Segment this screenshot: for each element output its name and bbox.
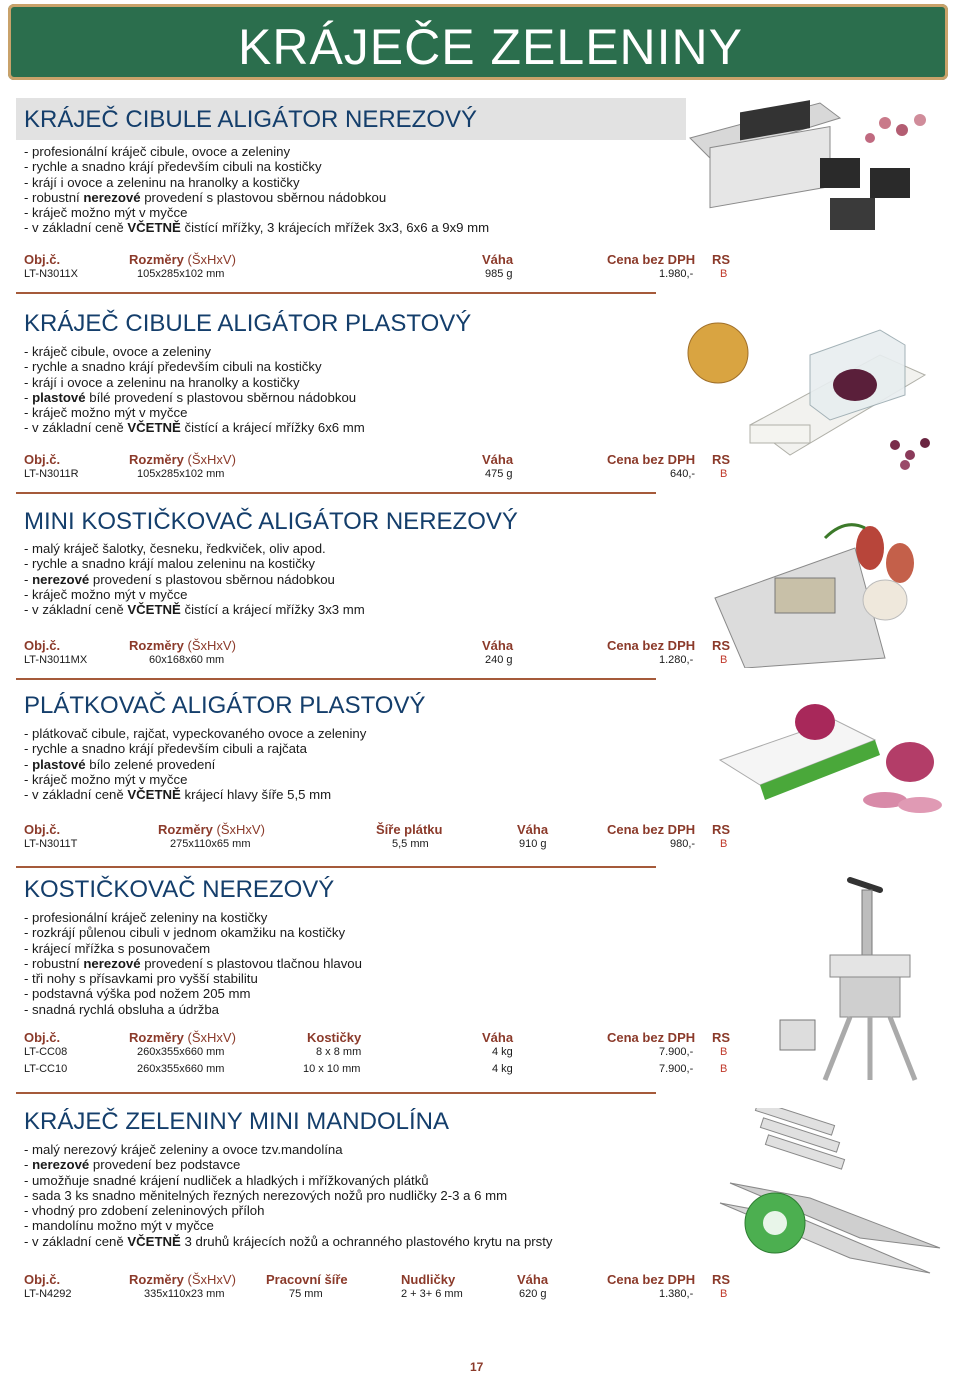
feature-item: - nerezové provedení bez podstavce — [24, 1157, 241, 1173]
cell-weight: 475 g — [485, 468, 513, 480]
cell-dimensions: 260x355x660 mm — [137, 1046, 225, 1058]
feature-item: - kráječ cibule, ovoce a zeleniny — [24, 344, 211, 359]
feature-list — [24, 144, 489, 236]
cell-price: 980,- — [670, 838, 696, 850]
cell-rs: B — [720, 1063, 728, 1075]
cell-slice-width: 5,5 mm — [392, 838, 429, 850]
product-title: PLÁTKOVAČ ALIGÁTOR PLASTOVÝ — [24, 692, 426, 719]
page-title: KRÁJEČE ZELENINY — [238, 19, 744, 75]
feature-item: - profesionální kráječ zeleniny na kostičky — [24, 910, 268, 925]
header-price: Cena bez DPH — [607, 638, 696, 653]
feature-item: - malý kráječ šalotky, česneku, ředkviček, oliv apod. — [24, 541, 326, 556]
feature-item: - rychle a snadno krájí především cibuli a rajčata — [24, 741, 307, 757]
header-julienne: Nudličky — [401, 1272, 456, 1287]
section-divider — [16, 1092, 656, 1094]
feature-item: - v základní ceně VČETNĚ krájecí hlavy šíře 5,5 mm — [24, 787, 332, 803]
header-rs: RS — [712, 822, 731, 837]
header-price: Cena bez DPH — [607, 1030, 696, 1045]
feature-item: - profesionální kráječ cibule, ovoce a zeleniny — [24, 144, 291, 159]
product-title: MINI KOSTIČKOVAČ ALIGÁTOR NEREZOVÝ — [24, 508, 518, 535]
section-divider — [16, 292, 656, 294]
header-order-no: Obj.č. — [24, 822, 61, 837]
cell-weight: 620 g — [519, 1288, 547, 1300]
cell-order-no: LT-CC08 — [24, 1046, 68, 1058]
header-dimensions: Rozměry (ŠxHxV) — [129, 1272, 236, 1287]
cell-rs: B — [720, 268, 728, 280]
header-dimensions: Rozměry (ŠxHxV) — [129, 452, 236, 467]
header-price: Cena bez DPH — [607, 822, 696, 837]
header-slice-width: Šíře plátku — [376, 822, 443, 837]
header-dimensions: Rozměry (ŠxHxV) — [129, 1030, 236, 1045]
page-number: 17 — [470, 1360, 484, 1374]
header-dimensions: Rozměry (ŠxHxV) — [129, 638, 236, 653]
feature-item: - sada 3 ks snadno měnitelných řezných nerezových nožů pro nudličky 2-3 a 6 mm — [24, 1187, 508, 1203]
feature-list — [24, 1142, 553, 1249]
feature-list — [24, 910, 362, 1017]
feature-list — [24, 344, 365, 436]
feature-item: - podstavná výška pod nožem 205 mm — [24, 986, 251, 1002]
header-rs: RS — [712, 1030, 731, 1045]
feature-item: - robustní nerezové provedení s plastovou tlačnou hlavou — [24, 955, 362, 971]
feature-item: - v základní ceně VČETNĚ čistící a krájecí mřížky 3x3 mm — [24, 602, 365, 618]
cell-julienne: 2 + 3+ 6 mm — [401, 1288, 463, 1300]
header-price: Cena bez DPH — [607, 1272, 696, 1287]
header-rs: RS — [712, 638, 731, 653]
cell-price: 7.900,- — [659, 1046, 694, 1058]
cell-weight: 4 kg — [492, 1046, 513, 1058]
feature-list — [24, 541, 365, 617]
cell-dimensions: 275x110x65 mm — [170, 838, 251, 850]
cell-weight: 4 kg — [492, 1063, 513, 1075]
cell-dimensions: 60x168x60 mm — [149, 654, 225, 666]
cell-dimensions: 260x355x660 mm — [137, 1063, 225, 1075]
header-order-no: Obj.č. — [24, 452, 61, 467]
feature-item: - rychle a snadno krájí především cibuli na kostičky — [24, 159, 322, 175]
header-weight: Váha — [482, 638, 514, 653]
header-weight: Váha — [517, 1272, 549, 1287]
feature-item: - krájí i ovoce a zeleninu na hranolky a kostičky — [24, 174, 300, 190]
cell-order-no: LT-N3011X — [24, 268, 79, 280]
cell-price: 1.280,- — [659, 654, 694, 666]
feature-item: - tři nohy s přísavkami pro vyšší stabilitu — [24, 971, 258, 987]
header-rs: RS — [712, 1272, 731, 1287]
vegetable-dicer-steel-image — [770, 875, 940, 1085]
feature-item: - plastové bílo zelené provedení — [24, 756, 216, 772]
header-weight: Váha — [482, 452, 514, 467]
product-title: KOSTIČKOVAČ NEREZOVÝ — [24, 876, 335, 903]
cell-rs: B — [720, 468, 728, 480]
cell-price: 1.380,- — [659, 1288, 694, 1300]
feature-item: - vhodný pro zdobení zeleninových příloh — [24, 1203, 265, 1219]
cell-rs: B — [720, 1288, 728, 1300]
cell-working-width: 75 mm — [289, 1288, 323, 1300]
feature-item: - mandolínu možno mýt v myčce — [24, 1218, 214, 1234]
feature-list — [24, 726, 366, 802]
cell-dimensions: 105x285x102 mm — [137, 268, 225, 280]
cell-rs: B — [720, 1046, 728, 1058]
feature-item: - krájecí mřížka s posunovačem — [24, 940, 211, 956]
feature-item: - malý nerezový kráječ zeleniny a ovoce tzv.mandolína — [24, 1142, 343, 1157]
cell-dimensions: 105x285x102 mm — [137, 468, 225, 480]
header-order-no: Obj.č. — [24, 1030, 61, 1045]
onion-dicer-plastic-image — [680, 315, 940, 475]
feature-item: - rychle a snadno krájí malou zeleninu na kostičky — [24, 556, 316, 572]
cell-order-no: LT-N3011MX — [24, 654, 88, 666]
feature-item: - rychle a snadno krájí především cibuli na kostičky — [24, 359, 322, 375]
feature-item: - rozkrájí půlenou cibuli v jednom okamžiku na kostičky — [24, 925, 346, 941]
cell-order-no: LT-CC10 — [24, 1063, 68, 1075]
feature-item: - v základní ceně VČETNĚ 3 druhů krájecích nožů a ochranného plastového krytu na prsty — [24, 1233, 553, 1249]
cell-order-no: LT-N4292 — [24, 1288, 72, 1300]
cell-price: 7.900,- — [659, 1063, 694, 1075]
feature-item: - kráječ možno mýt v myčce — [24, 586, 188, 602]
header-weight: Váha — [517, 822, 549, 837]
page-banner — [8, 4, 948, 80]
feature-item: - umožňuje snadné krájení nudliček a hladkých i mřížkovaných plátků — [24, 1172, 429, 1188]
cell-dimensions: 335x110x23 mm — [144, 1288, 225, 1300]
header-working-width: Pracovní šíře — [266, 1272, 348, 1287]
header-order-no: Obj.č. — [24, 638, 61, 653]
cell-order-no: LT-N3011T — [24, 838, 78, 850]
header-weight: Váha — [482, 1030, 514, 1045]
cell-rs: B — [720, 654, 728, 666]
feature-item: - kráječ možno mýt v myčce — [24, 405, 188, 421]
mandoline-image — [700, 1108, 945, 1278]
feature-item: - krájí i ovoce a zeleninu na hranolky a kostičky — [24, 374, 300, 390]
header-order-no: Obj.č. — [24, 1272, 61, 1287]
header-price: Cena bez DPH — [607, 252, 696, 267]
product-title: KRÁJEČ ZELENINY MINI MANDOLÍNA — [24, 1108, 449, 1135]
feature-item: - v základní ceně VČETNĚ čistící a krájecí mřížky 6x6 mm — [24, 420, 365, 436]
feature-item: - snadná rychlá obsluha a údržba — [24, 1001, 220, 1017]
header-dimensions: Rozměry (ŠxHxV) — [158, 822, 265, 837]
header-rs: RS — [712, 252, 731, 267]
cell-weight: 910 g — [519, 838, 547, 850]
cell-order-no: LT-N3011R — [24, 468, 79, 480]
section-divider — [16, 492, 656, 494]
header-weight: Váha — [482, 252, 514, 267]
section-divider — [16, 678, 656, 680]
slicer-plastic-image — [715, 700, 945, 820]
header-price: Cena bez DPH — [607, 452, 696, 467]
cell-price: 1.980,- — [659, 268, 694, 280]
header-order-no: Obj.č. — [24, 252, 61, 267]
header-cube-size: Kostičky — [307, 1030, 362, 1045]
onion-dicer-steel-image — [680, 98, 940, 238]
cell-rs: B — [720, 838, 728, 850]
feature-item: - kráječ možno mýt v myčce — [24, 205, 188, 221]
product-title: KRÁJEČ CIBULE ALIGÁTOR NEREZOVÝ — [24, 106, 478, 133]
product-title: KRÁJEČ CIBULE ALIGÁTOR PLASTOVÝ — [24, 310, 472, 337]
cell-cube-size: 10 x 10 mm — [303, 1063, 361, 1075]
cell-cube-size: 8 x 8 mm — [316, 1046, 362, 1058]
header-rs: RS — [712, 452, 731, 467]
header-dimensions: Rozměry (ŠxHxV) — [129, 252, 236, 267]
cell-weight: 240 g — [485, 654, 513, 666]
mini-dicer-image — [705, 508, 935, 668]
feature-item: - plátkovač cibule, rajčat, vypeckovaného ovoce a zeleniny — [24, 726, 367, 741]
feature-item: - plastové bílé provedení s plastovou sběrnou nádobkou — [24, 389, 357, 405]
feature-item: - nerezové provedení s plastovou sběrnou nádobkou — [24, 571, 335, 587]
cell-price: 640,- — [670, 468, 696, 480]
feature-item: - robustní nerezové provedení s plastovou sběrnou nádobkou — [24, 189, 387, 205]
feature-item: - v základní ceně VČETNĚ čistící mřížky, 3 krájecích mřížek 3x3, 6x6 a 9x9 mm — [24, 220, 490, 236]
feature-item: - kráječ možno mýt v myčce — [24, 771, 188, 787]
cell-weight: 985 g — [485, 268, 513, 280]
section-divider — [16, 866, 656, 868]
